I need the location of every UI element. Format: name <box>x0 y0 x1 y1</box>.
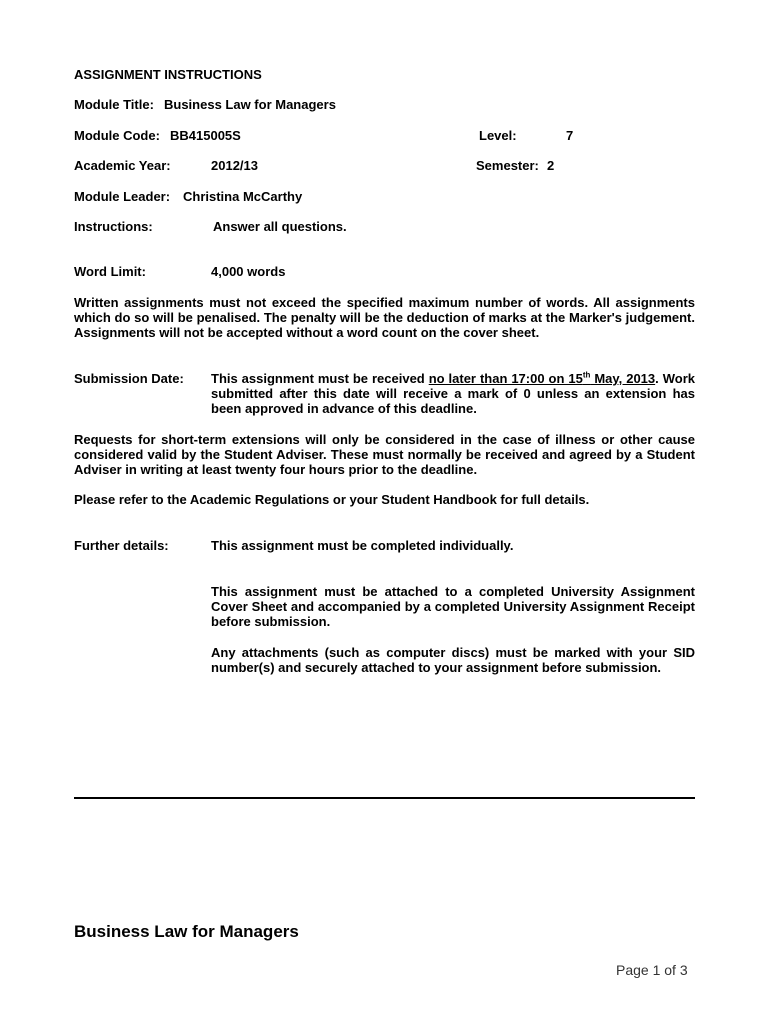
module-title-value: Business Law for Managers <box>164 97 336 112</box>
module-code-value: BB415005S <box>170 128 241 143</box>
further-attachments: Any attachments (such as computer discs) must be marked with your SID number(s) and securely attached to your assignment before submission. <box>211 645 695 675</box>
deadline-ordinal: th <box>582 370 591 380</box>
deadline-part-1: no later than 17:00 on 15 <box>428 371 583 386</box>
footer-module-title: Business Law for Managers <box>74 922 299 941</box>
further-individual: This assignment must be completed individually. <box>211 538 514 553</box>
further-cover-sheet: This assignment must be attached to a completed University Assignment Cover Sheet and accompanied by a completed University Assignment Receipt before submission. <box>211 584 695 629</box>
horizontal-divider <box>74 797 695 799</box>
document-title: ASSIGNMENT INSTRUCTIONS <box>74 67 262 82</box>
module-leader-value: Christina McCarthy <box>183 189 303 204</box>
submission-rest: . Work submitted after this date will receive a mark of 0 unless an extension has been approved in advance of this deadline. <box>211 371 695 416</box>
academic-year-value: 2012/13 <box>211 158 258 173</box>
level-label: Level: <box>479 128 517 143</box>
deadline-part-2: May, 2013 <box>590 371 656 386</box>
further-details-label: Further details: <box>74 538 169 553</box>
semester-value: 2 <box>547 158 555 173</box>
module-leader-label: Module Leader: <box>74 189 171 204</box>
instructions-value: Answer all questions. <box>213 219 347 234</box>
module-title-label: Module Title: <box>74 97 154 112</box>
page-number: Page 1 of 3 <box>616 962 688 978</box>
word-limit-note: Written assignments must not exceed the specified maximum number of words. All assignments which do so will be penalised. The penalty will be the deduction of marks at the Marker's judgement. Assignments will not be accepted without a word count on the cover sheet. <box>74 295 695 340</box>
regulations-note: Please refer to the Academic Regulations or your Student Handbook for full details. <box>74 492 590 507</box>
academic-year-label: Academic Year: <box>74 158 171 173</box>
semester-label: Semester: <box>476 158 539 173</box>
submission-deadline <box>429 371 655 386</box>
word-limit-label: Word Limit: <box>74 264 146 279</box>
submission-lead: This assignment must be received <box>211 371 429 386</box>
module-code-label: Module Code: <box>74 128 160 143</box>
extensions-note: Requests for short-term extensions will only be considered in the case of illness or other cause considered valid by the Student Adviser. These must normally be received and agreed by a Student Adviser in writing at least twenty four hours prior to the deadline. <box>74 432 695 477</box>
level-value: 7 <box>566 128 574 143</box>
submission-date-text <box>211 371 695 416</box>
submission-date-label: Submission Date: <box>74 371 184 386</box>
word-limit-value: 4,000 words <box>211 264 286 279</box>
instructions-label: Instructions: <box>74 219 153 234</box>
